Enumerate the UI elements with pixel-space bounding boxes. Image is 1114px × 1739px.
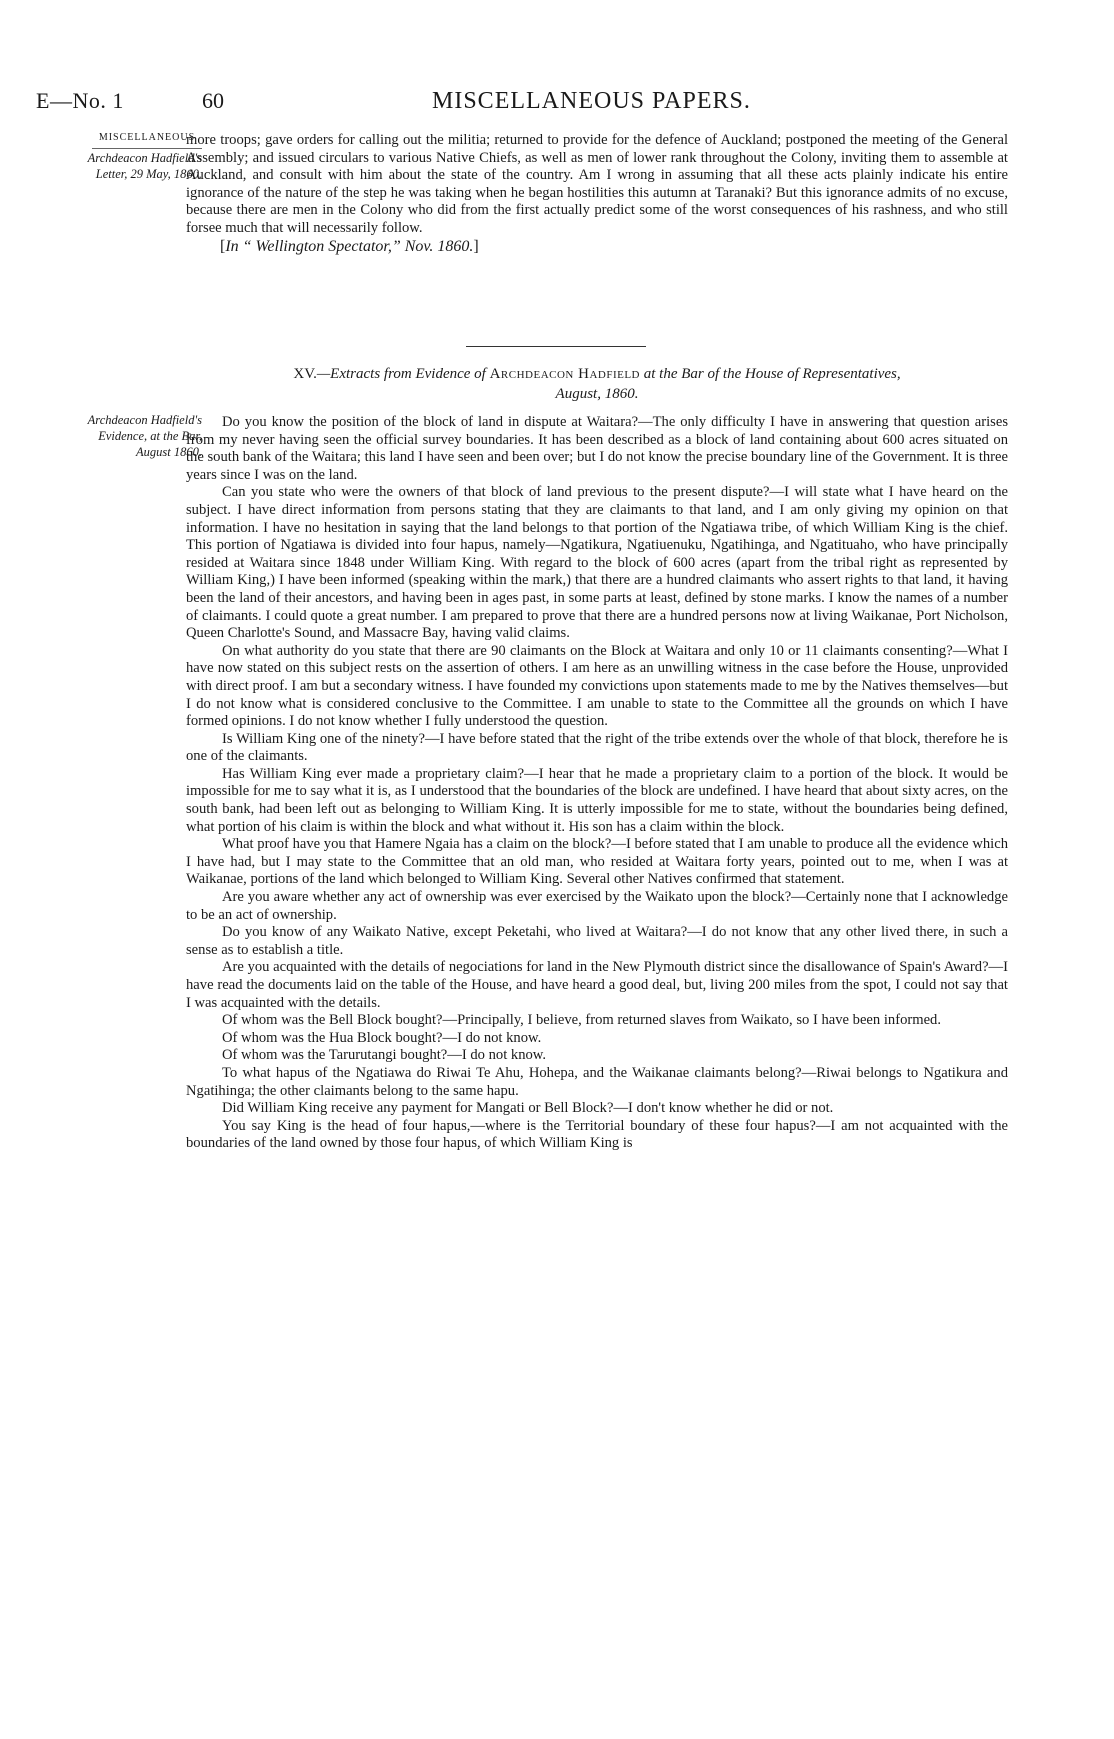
- running-header: [36, 88, 1076, 128]
- letter-citation: [In “ Wellington Spectator,” Nov. 1860.]: [220, 237, 479, 255]
- evidence-paragraph: Did William King receive any payment for Mangati or Bell Block?—I don't know whether he did or not.: [222, 1100, 834, 1117]
- witness-name: Archdeacon Hadfield: [489, 366, 640, 382]
- evidence-paragraph: Of whom was the Tarurutangi bought?—I do not know.: [222, 1047, 547, 1064]
- page-number: 60: [202, 88, 224, 113]
- evidence-paragraph: On what authority do you state that there are 90 claimants on the Block at Waitara and only 10 or 11 claimants consenting?—What I have now stated on this subject rests on the assertion of others. I am here as an unwilling witness in the case before the House, unprovided with direct proof. I am but a secondary witness. I have founded my convictions upon statements made to me by the Natives themselves—but I do not know what is considered conclusive to the Committee. I am unable to state to the Committee all the grounds on which I have formed opinions. I do not know whether I fully understood the question.: [186, 642, 1008, 730]
- evidence-paragraph: Do you know the position of the block of land in dispute at Waitara?—The only difficulty I have in answering that question arises from my never having seen the official survey boundaries. It has been described as a block of land containing about 600 acres situated on the south bank of the Waitara; this land I have seen and been over; but I do not know the precise boundary line of the Government. It is three years since I was on the land.: [186, 414, 1008, 483]
- document-reference: E—No. 1: [36, 88, 124, 113]
- evidence-transcript: [186, 414, 1008, 1153]
- section-date: August, 1860.: [555, 386, 639, 402]
- section-heading: XV.—Extracts from Evidence of Archdeacon Hadfield at the Bar of the House of Representatives, August, 1860.: [293, 366, 901, 402]
- evidence-paragraph: To what hapus of the Ngatiawa do Riwai Te Ahu, Hohepa, and the Waikanae claimants belong?—Riwai belongs to Ngatikura and Ngatihinga; the other claimants belong to the same hapu.: [186, 1064, 1008, 1099]
- evidence-paragraph: You say King is the head of four hapus,—where is the Territorial boundary of these four hapus?—I am not acquainted with the boundaries of the land owned by those four hapus, of which William King is: [186, 1117, 1008, 1152]
- evidence-paragraph: Is William King one of the ninety?—I have before stated that the right of the tribe extends over the whole of that block, therefore he is one of the claimants.: [186, 730, 1008, 765]
- evidence-paragraph: Of whom was the Hua Block bought?—I do not know.: [222, 1029, 542, 1046]
- margin-note-evidence: [26, 412, 202, 460]
- margin-note-label: MISCELLANEOUS: [92, 130, 202, 149]
- evidence-paragraph: Has William King ever made a proprietary claim?—I hear that he made a proprietary claim to a portion of the block. It would be impossible for me to say what it is, as I understood that the boundaries of the block are undefined. I have heard that about sixty acres, on the south bank, had been left out as belonging to William King. It is utterly impossible for me to state, without the boundaries being defined, what portion of his claim is within the block and what without it. His son has a claim within the block.: [186, 765, 1008, 835]
- evidence-paragraph: Of whom was the Bell Block bought?—Principally, I believe, from returned slaves from Waikato, so I have been informed.: [222, 1012, 941, 1029]
- margin-note-line: Evidence, at the Bar,: [98, 429, 202, 443]
- page-title: MISCELLANEOUS PAPERS.: [432, 88, 751, 114]
- section-divider: [466, 346, 646, 347]
- letter-excerpt: [186, 132, 1008, 255]
- margin-note-line: August 1860.: [136, 445, 202, 459]
- evidence-paragraph: Do you know of any Waikato Native, except Peketahi, who lived at Waitara?—I do not know that any other lived there, in such a sense as to establish a title.: [186, 924, 1008, 958]
- evidence-paragraph: Are you aware whether any act of ownership was ever exercised by the Waikato upon the block?—Certainly none that I acknowledge to be an act of ownership.: [186, 889, 1008, 923]
- margin-note-line: Archdeacon Hadfield's: [87, 151, 202, 165]
- margin-note-line: Archdeacon Hadfield's: [87, 413, 202, 427]
- evidence-paragraph: Can you state who were the owners of that block of land previous to the present dispute?—I will state what I have heard on the subject. I have direct information from persons stating that they are claimants to that land, and I am only giving my opinion on that information. I have no hesitation in saying that the land belongs to that portion of the Ngatiawa tribe, of which William King is the chief. This portion of Ngatiawa is divided into four hapus, namely—Ngatikura, Ngatiuenuku, Ngatihinga, and Ngatituaho, who have principally resided at Waitara since 1848 under William King. With regard to the block of 600 acres (apart from the tribal right as represented by William King,) I have been informed (speaking within the mark,) that there are a hundred claimants who assert rights to that land, it having been the land of their ancestors, and having been in ages past, in some parts at least, defined by stone marks. I know the names of a number of claimants. I could quote a great number. I am prepared to prove that there are a hundred persons now at living Waikanae, Port Nicholson, Queen Charlotte's Sound, and Massacre Bay, having valid claims.: [186, 484, 1008, 642]
- evidence-paragraph: Are you acquainted with the details of negociations for land in the New Plymouth district since the disallowance of Spain's Award?—I have read the documents laid on the table of the House, and have heard a good deal, but, living 200 miles from the spot, I could not say that I was acquainted with the details.: [186, 959, 1008, 1011]
- letter-paragraph: more troops; gave orders for calling out the militia; returned to provide for the defence of Auckland; postponed the meeting of the General Assembly; and issued circulars to various Native Chiefs, as well as men of lower rank throughout the Colony, inviting them to assemble at Auckland, and consult with him about the state of the country. Am I wrong in assuming that all these acts plainly indicate his entire ignorance of the nature of the step he was taking when he began hostilities this autumn at Taranaki? But this ignorance admits of no excuse, because there are men in the Colony who did from the first actually predict some of the worst consequences of his rashness, and who still forsee much that will necessarily follow.: [186, 132, 1008, 236]
- margin-note-letter: [26, 130, 202, 182]
- section-number: XV.: [293, 366, 317, 382]
- evidence-paragraph: What proof have you that Hamere Ngaia has a claim on the block?—I before stated that I am unable to produce all the evidence which I have had, but I may state to the Committee that an old man, who resided at Waitara forty years, pointed out to me, when I was at Waikanae, portions of the land which belonged to William King. Several other Natives confirmed that statement.: [186, 836, 1008, 888]
- margin-note-line: Letter, 29 May, 1860.: [95, 167, 202, 181]
